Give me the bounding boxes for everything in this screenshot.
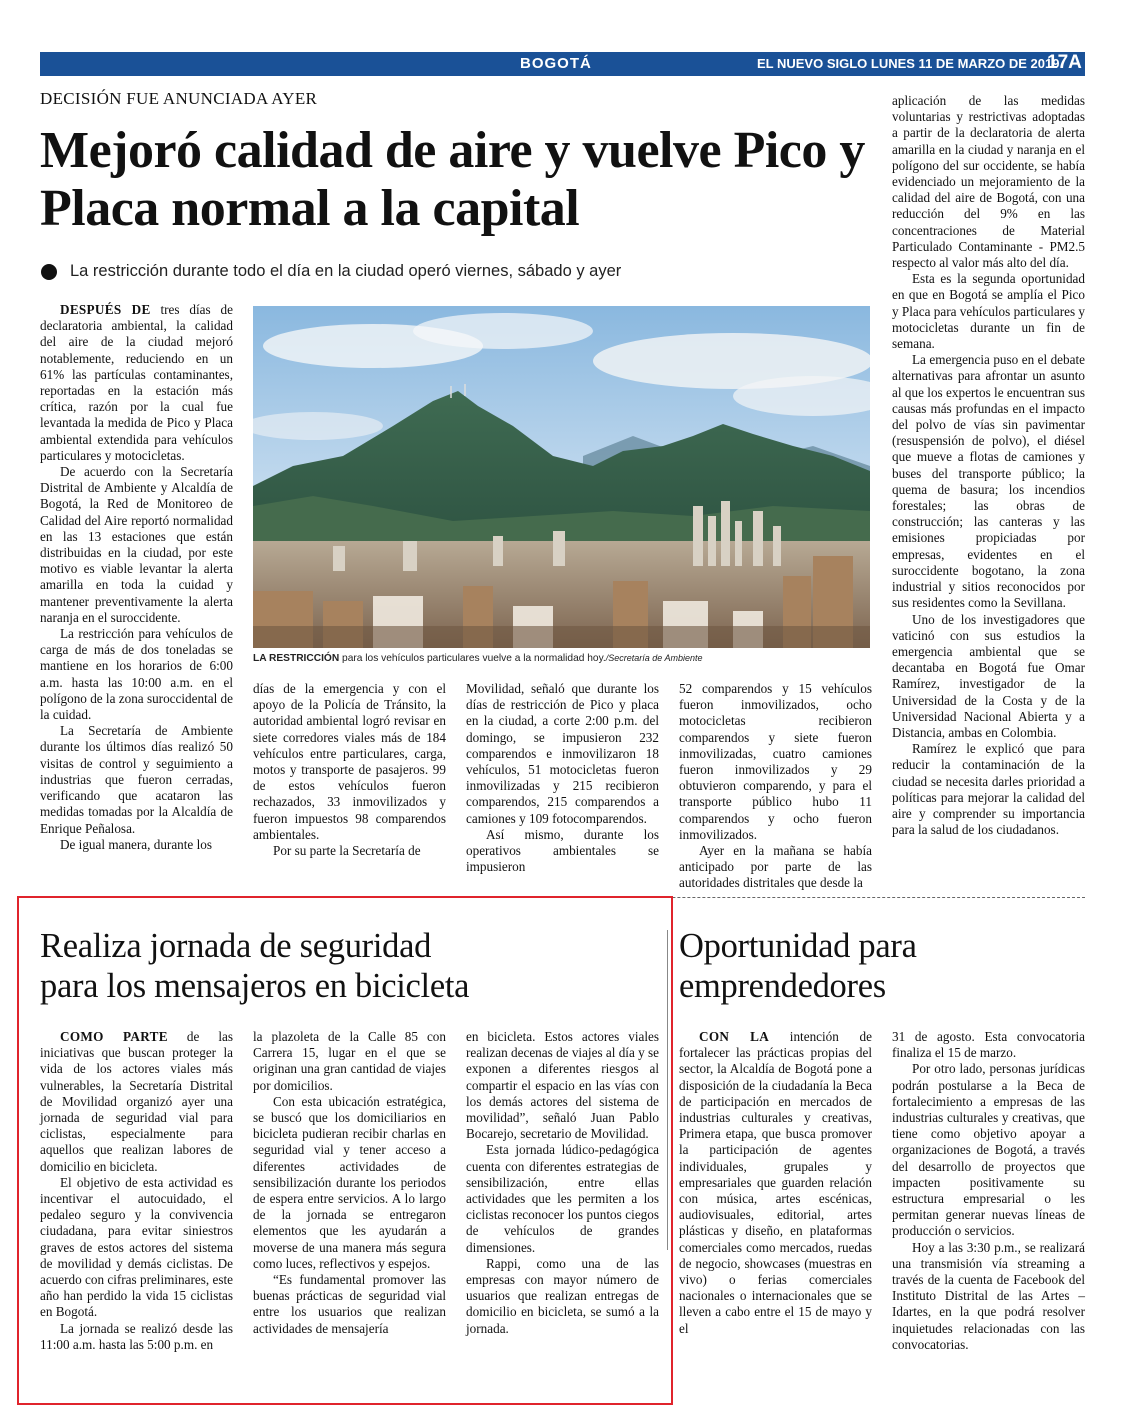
- main-col-4: [679, 681, 872, 892]
- main-col-1: [40, 302, 233, 853]
- paragraph: días de la emergencia y con el apoyo de la Policía de Tránsito, la autoridad ambiental logró revisar en siete corredores viales más de 184 vehículos entre particulares, carga, motos y transporte de pasajeros. 99 de estos vehículos fueron rechazados, 33 inmovilizados y fueron impuestos 98 comparendos ambientales.: [253, 681, 446, 842]
- story-three-col-1: [679, 1029, 872, 1337]
- bullet-icon: [41, 264, 57, 280]
- story-two-col-1: [40, 1029, 233, 1353]
- paragraph: La Secretaría de Ambiente durante los últimos días realizó 50 visitas de control y seguimiento a industrias que fueron cerradas, verificando que acataron las medidas tomadas por la Alcaldía de Enrique Peñalosa.: [40, 723, 233, 836]
- paragraph: Ayer en la mañana se había anticipado por parte de las autoridades distritales que desde la: [679, 843, 872, 891]
- masthead-date: EL NUEVO SIGLO LUNES 11 DE MARZO DE 2019: [757, 56, 1060, 71]
- paragraph: De igual manera, durante los: [60, 836, 212, 852]
- paragraph: DESPUÉS DE tres días de declaratoria ambiental, la calidad del aire de la ciudad mejoró notablemente, reduciendo en un 61% las partículas contaminantes, reportadas en la estación más crítica, razón por la cual fue levantada la medida de Pico y Placa ambiental extendida para vehículos particulares y motocicletas.: [40, 302, 234, 463]
- lead-word: COMO PARTE: [60, 1029, 168, 1044]
- paragraph: Esta jornada lúdico-pedagógica cuenta con diferentes estrategias de sensibilización, entre ellas actividades que les permiten a los ciclistas reconocer los puntos ciegos de vehículos de grandes dimensiones.: [466, 1142, 659, 1255]
- paragraph: Así mismo, durante los operativos ambientales se impusieron: [466, 826, 659, 875]
- story-three-col-2: [892, 1029, 1085, 1353]
- paragraph: La emergencia puso en el debate alternativas para afrontar un asunto al que los expertos le encuentran sus causas más profundas en el impacto del polvo de vías sin pavimentar (resuspensión de polvo), el diésel que mueve a flotas de camiones y buses del transporte público; la quema de basura; los incendios forestales; las obras de construcción; las canteras y las emisiones propiciadas por empresas, evidentes en el suroccidente bogotano, la zona industrial y sitios reconocidos por sus residentes como la Sevillana.: [892, 352, 1085, 611]
- paragraph: Uno de los investigadores que vaticinó con sus estudios la emergencia ambiental que se decantaba en Bogotá fue Omar Ramírez, investigador de la Universidad de la Costa y de la Universidad Nacional Abierta y a Distancia, ambas en Colombia.: [892, 611, 1085, 740]
- main-col-2: [253, 681, 446, 859]
- story-two-col-3: [466, 1029, 659, 1337]
- paragraph: La jornada se realizó desde las 11:00 a.m. hasta las 5:00 p.m. en: [40, 1320, 233, 1352]
- lead-word: CON LA: [699, 1029, 770, 1044]
- photo-caption: LA RESTRICCIÓN para los vehículos particulares vuelve a la normalidad hoy./Secretaría de Ambiente: [253, 653, 703, 664]
- paragraph: Rappi, como una de las empresas con mayor número de usuarios que realizan entregas de domicilio en bicicleta, se sumó a la jornada.: [466, 1255, 659, 1336]
- paragraph: Con esta ubicación estratégica, se buscó que los domiciliarios en bicicleta pudieran recibir charlas en seguridad vial y tener acceso a diferentes actividades de sensibilización durante los periodos de espera entre servicios. A lo largo de la jornada se entregaron elementos que les ayudarán a moverse de una manera más segura como luces, reflectivos y espejos.: [253, 1093, 446, 1271]
- page-number: 17A: [1047, 52, 1082, 73]
- paragraph: aplicación de las medidas voluntarias y restrictivas adoptadas a partir de la declaratoria de alerta amarilla en la ciudad y naranja en el polígono del sur occidente, se había evidenciado un mejoramiento de la calidad del aire de Bogotá, con una reducción del 9% en las concentraciones de Material Particulado Contaminante - PM2.5 respecto al valor más alto del día.: [892, 93, 1085, 271]
- paragraph: Por otro lado, personas jurídicas podrán postularse a la Beca de fortalecimiento a empresas de las industrias culturales y creativas, que tiene como objetivo apoyar a organizaciones de Bogotá, a través del desarrollo de proyectos que impacten positivamente su estructura empresarial o les permitan generar nuevas líneas de producción o servicios.: [892, 1061, 1085, 1239]
- paragraph: El objetivo de esta actividad es incentivar el autocuidado, el pedaleo seguro y la convivencia ciudadana, para evitar siniestros graves de estos actores del sistema de movilidad y demás ciclistas. De acuerdo con cifras preliminares, este año han perdido la vida 15 ciclistas en Bogotá.: [40, 1174, 233, 1320]
- main-col-3: [466, 681, 659, 875]
- main-col-5: [892, 93, 1085, 838]
- paragraph: CON LA intención de fortalecer las prácticas propias del sector, la Alcaldía de Bogotá pone a disposición de la ciudadanía la Beca de participación en mercados de industrias culturales y creativas, Primera etapa, que busca promover la participación de agentes individuales, grupales y empresariales que guarden relación con música, artes escénicas, audiovisuales, editorial, artes plásticas y diseño, en plataformas comerciales como mercados, ruedas de negocio, showcases (muestras en vivo) o ferias comerciales nacionales o internacionales que se lleven a cabo entre el 15 de mayo y el: [679, 1029, 872, 1336]
- paragraph: 31 de agosto. Esta convocatoria finaliza el 15 de marzo.: [892, 1029, 1085, 1061]
- kicker: DECISIÓN FUE ANUNCIADA AYER: [40, 89, 318, 108]
- paragraph: en bicicleta. Estos actores viales realizan decenas de viajes al día y se exponen a diferentes riesgos al compartir el espacio en las vías con los demás actores del sistema de movilidad”, señaló Juan Pablo Bocarejo, secretario de Movilidad.: [466, 1029, 659, 1142]
- paragraph: Ramírez le explicó que para reducir la contaminación de la ciudad se necesita darles prioridad a políticas para mejorar la calidad del aire y comprender su importancia para la salud de los ciudadanos.: [892, 741, 1085, 838]
- paragraph: Por su parte la Secretaría de: [273, 843, 421, 859]
- lead-word: DESPUÉS DE: [60, 302, 151, 317]
- paragraph: Hoy a las 3:30 p.m., se realizará una transmisión vía streaming a través de la cuenta de Facebook del Instituto Distrital de las Artes – Idartes, en la que podrá resolver inquietudes relacionadas con las convocatorias.: [892, 1239, 1085, 1352]
- paragraph: De acuerdo con la Secretaría Distrital de Ambiente y Alcaldía de Bogotá, la Red de Monitoreo de Calidad del Aire reportó normalidad en las 13 estaciones que están distribuidas en la ciudad, por este motivo es viable levantar la alerta amarilla en toda la cuidad y mantener preventivamente la alerta naranja en el suroccidente.: [40, 464, 233, 625]
- story-three-headline: Oportunidad para emprendedores: [679, 927, 917, 1005]
- story-two-headline: Realiza jornada de seguridad para los mensajeros en bicicleta: [40, 927, 470, 1005]
- section-name: BOGOTÁ: [520, 55, 592, 72]
- city-photo: [253, 306, 870, 648]
- subheadline: La restricción durante todo el día en la ciudad operó viernes, sábado y ayer: [70, 262, 622, 280]
- paragraph: Esta es la segunda oportunidad en que en Bogotá se amplía el Pico y Placa para vehículos particulares y motocicletas durante un fin de semana.: [892, 271, 1085, 352]
- paragraph: 52 comparendos y 15 vehículos fueron inmovilizados, ocho motocicletas recibieron comparendos y siete fueron inmovilizadas, cuatro camiones fueron inmovilizados y 29 obtuvieron comparendo, y para el transporte público hubo 11 comparendos y ocho fueron inmovilizados.: [679, 681, 872, 842]
- main-headline: Mejoró calidad de aire y vuelve Pico y Placa normal a la capital: [40, 122, 865, 237]
- paragraph: Movilidad, señaló que durante los días de restricción de Pico y placa en la ciudad, a corte 2:00 p.m. del domingo, se impusieron 232 comparendos e inmovilizaron 18 vehículos, 51 motocicletas fueron inmovilizadas y 215 recibieron comparendos, 215 comparendos a camiones y 109 fotocomparendos.: [466, 681, 659, 826]
- story-two-col-2: [253, 1029, 446, 1337]
- paragraph: la plazoleta de la Calle 85 con Carrera 15, lugar en el que se originan una gran cantidad de viajes por domicilios.: [253, 1029, 446, 1093]
- paragraph: La restricción para vehículos de carga de más de dos toneladas se mantiene en los horarios de 6:00 a.m. hasta las 10:00 a.m. en el polígono de la zona suroccidental de la cuidad.: [40, 626, 233, 723]
- paragraph: COMO PARTE de las iniciativas que buscan proteger la vida de los actores viales más vulnerables, la Secretaría Distrital de Movilidad organizó ayer una jornada de seguridad vial para ciclistas, especialmente para aquellos que realizan labores de domicilio en bicicleta.: [40, 1029, 233, 1174]
- paragraph: “Es fundamental promover las buenas prácticas de seguridad vial entre los usuarios que realizan actividades de mensajería: [253, 1272, 446, 1336]
